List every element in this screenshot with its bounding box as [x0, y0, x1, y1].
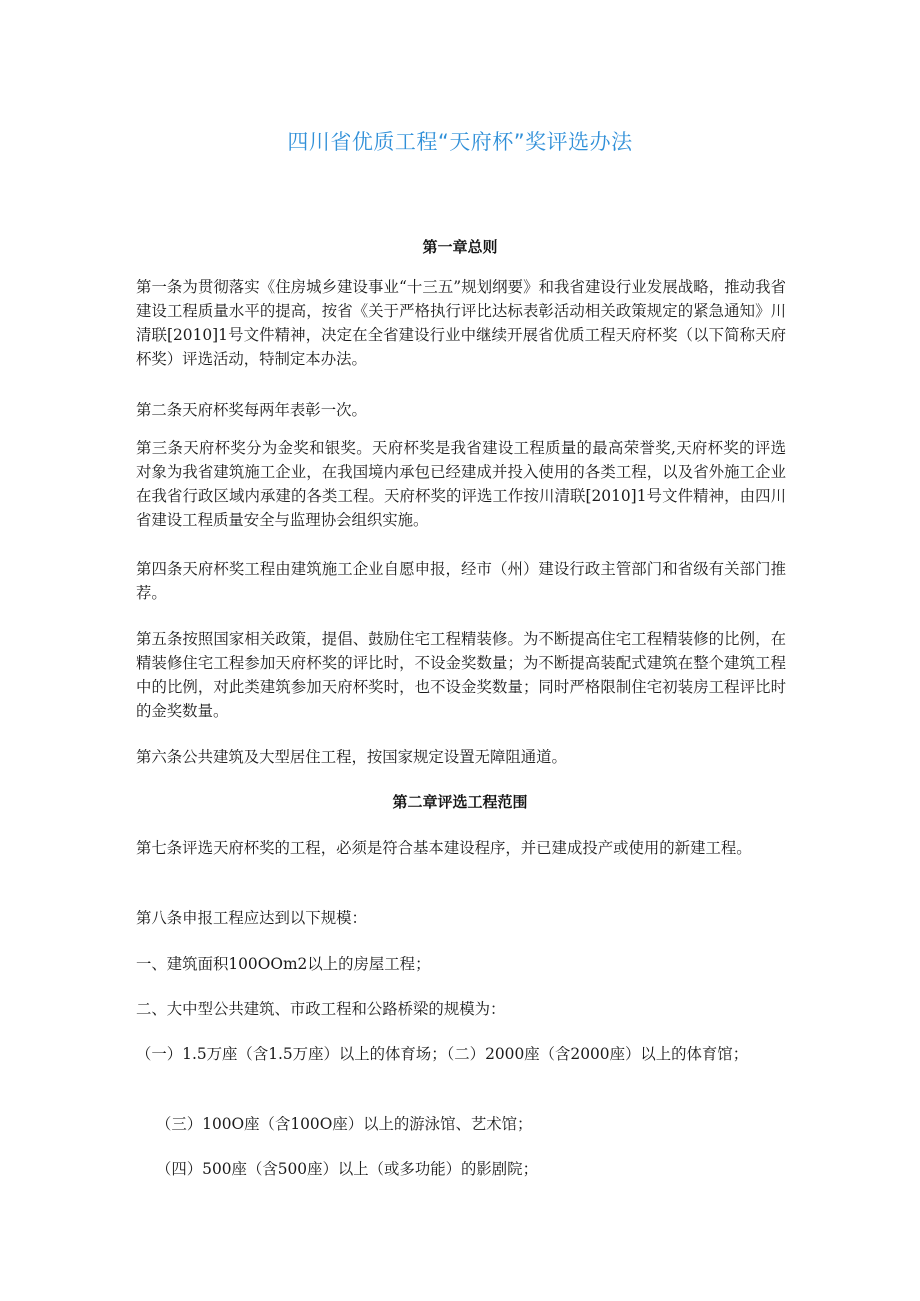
chapter-heading-2: 第二章评选工程范围	[392, 793, 528, 811]
article-8: 第八条申报工程应达到以下规模：	[136, 909, 367, 927]
chapter-heading-1: 第一章总则	[422, 238, 498, 256]
article-4: 第四条天府杯奖工程由建筑施工企业自愿申报，经市（州）建设行政主管部门和省级有关部门推荐。	[136, 560, 786, 602]
scale-subitem-3: （三）100O座（含100O座）以上的游泳馆、艺术馆；	[156, 1115, 533, 1133]
scale-subitem-4: （四）500座（含500座）以上（或多功能）的影剧院；	[156, 1160, 538, 1178]
scale-subitem-1: （一）1.5万座（含1.5万座）以上的体育场；（二）2000座（含2000座）以上的体育馆；	[136, 1045, 749, 1063]
scale-item-1: 一、建筑面积100OOm2以上的房屋工程；	[136, 955, 431, 973]
document-title: 四川省优质工程“天府杯”奖评选办法	[287, 130, 633, 154]
article-3: 第三条天府杯奖分为金奖和银奖。天府杯奖是我省建设工程质量的最高荣誉奖,天府杯奖的评选对象为我省建筑施工企业，在我国境内承包已经建成并投入使用的各类工程，以及省外施工企业在我省行政区域内承建的各类工程。天府杯奖的评选工作按川清联[2010]1号文件精神，由四川省建设工程质量安全与监理协会组织实施。	[136, 439, 786, 529]
article-6: 第六条公共建筑及大型居住工程，按国家规定设置无障阻通道。	[136, 748, 567, 766]
article-2: 第二条天府杯奖每两年表彰一次。	[136, 401, 367, 419]
article-5: 第五条按照国家相关政策，提倡、鼓励住宅工程精装修。为不断提高住宅工程精装修的比例，在精装修住宅工程参加天府杯奖的评比时，不设金奖数量；为不断提高装配式建筑在整个建筑工程中的比例，对此类建筑参加天府杯奖时，也不设金奖数量；同时严格限制住宅初装房工程评比时的金奖数量。	[136, 630, 786, 720]
scale-item-2: 二、大中型公共建筑、市政工程和公路桥梁的规模为：	[136, 1000, 506, 1018]
article-1: 第一条为贯彻落实《住房城乡建设事业“十三五”规划纲要》和我省建设行业发展战略，推动我省建设工程质量水平的提高，按省《关于严格执行评比达标表彰活动相关政策规定的紧急通知》川清联[2010]1号文件精神，决定在全省建设行业中继续开展省优质工程天府杯奖（以下简称天府杯奖）评选活动，特制定本办法。	[136, 278, 786, 368]
article-7: 第七条评选天府杯奖的工程，必须是符合基本建设程序，并已建成投产或使用的新建工程。	[136, 839, 752, 857]
